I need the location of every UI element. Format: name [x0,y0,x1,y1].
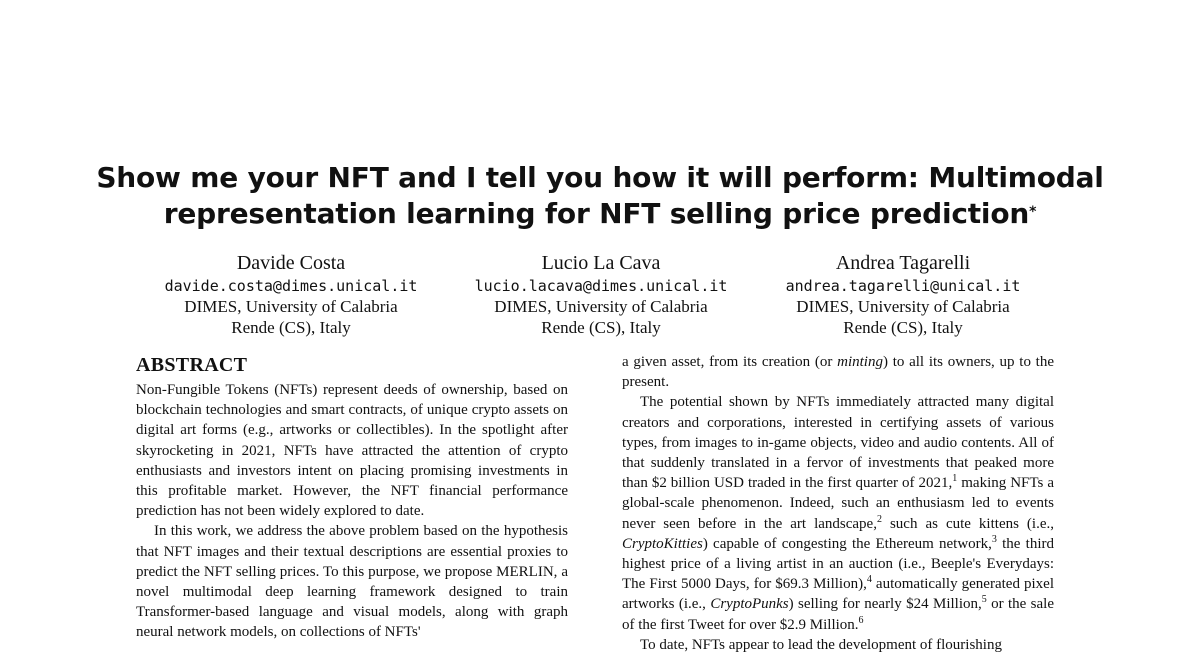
footnote-ref[interactable]: 3 [991,533,997,545]
footnote-ref[interactable]: 1 [952,473,958,485]
text-run: automatically generated pixel artworks (i.e., [622,576,1055,613]
abstract-column [136,352,568,643]
text-run: such as cute kittens (i.e., [881,515,1055,532]
author-email: davide.costa@dimes.unical.it [164,277,418,295]
abstract-heading: ABSTRACT [136,354,248,376]
author-location: Rende (CS), Italy [843,318,963,337]
title-line-1: Show me your NFT and I tell you how it will perform: Multimodal [96,161,1104,194]
footnote-ref[interactable]: 6 [858,614,864,626]
author-affiliation: DIMES, University of Calabria [796,297,1010,316]
intro-paragraph-2 [622,392,1054,634]
text-run: making NFTs a global-scale phenomenon. Indeed, such an enthusiasm led to events never seen before in the art landscape, [622,475,1054,532]
emphasis-text: CryptoKitties [622,535,703,552]
abstract-paragraph-2: In this work, we address the above problem based on the hypothesis that NFT images and their textual descriptions are essential proxies to predict the NFT selling prices. To this purpose, we propose MERLIN, a novel multimodal deep learning framework designed to train Transformer-based language and visual models, along with graph neural network models, on collections of NFTs' [136,523,568,641]
author-affiliation: DIMES, University of Calabria [184,297,398,316]
text-run: the third highest price of a living artist in an auction (i.e., Beeple's Everydays: The First 5000 Days, for $69.3 Million), [622,535,1054,593]
author-affiliation: DIMES, University of Calabria [494,297,708,316]
text-run: a given asset, from its creation (or [622,354,838,370]
author-name: Lucio La Cava [541,252,661,274]
title-line-2 [0,196,1200,232]
author-2 [441,250,761,338]
emphasis-text: CryptoPunks [710,596,789,613]
author-1 [131,250,451,338]
author-name: Davide Costa [236,252,346,274]
emphasis-text: minting [837,354,883,370]
footnote-ref[interactable]: 5 [981,594,987,606]
intro-paragraph-1 [622,352,1054,392]
paper-title [0,160,1200,232]
text-run: ) capable of congesting the Ethereum network, [702,535,992,552]
title-line-2-text: representation learning for NFT selling price prediction [163,197,1030,230]
intro-column [622,352,1054,655]
author-3 [743,250,1063,338]
text-run: ) to all its owners, up to the present. [622,354,1054,391]
abstract-paragraph-1: Non-Fungible Tokens (NFTs) represent deeds of ownership, based on blockchain technologies and smart contracts, of unique crypto assets on digital art forms (e.g., artworks or collectibles). In the spotlight after skyrocketing in 2021, NFTs have attracted the attention of crypto enthusiasts and investors intent on placing promising investments in this profitable market. However, the NFT financial performance prediction has not been widely explored to date. [136,382,568,520]
author-location: Rende (CS), Italy [231,318,351,337]
author-email: andrea.tagarelli@unical.it [785,277,1021,295]
author-email: lucio.lacava@dimes.unical.it [474,277,728,295]
text-run: The potential shown by NFTs immediately attracted many digital creators and corporations, interested in certifying assets of various types, from images to in-game objects, video and audio contents. All of that suddenly translated in a fervor of investments that peaked more than $2 billion USD traded in the first quarter of 2021, [622,394,1054,492]
footnote-ref[interactable]: 4 [866,574,872,586]
author-block [0,250,1200,346]
text-run: or the sale of the first Tweet for over $2.9 Million. [622,596,1054,633]
text-run: ) selling for nearly $24 Million, [788,596,982,613]
author-name: Andrea Tagarelli [835,252,971,274]
author-location: Rende (CS), Italy [541,318,661,337]
title-footnote-mark: * [1029,204,1037,220]
intro-paragraph-3: To date, NFTs appear to lead the development of flourishing [640,636,1002,653]
footnote-ref[interactable]: 2 [876,513,882,525]
